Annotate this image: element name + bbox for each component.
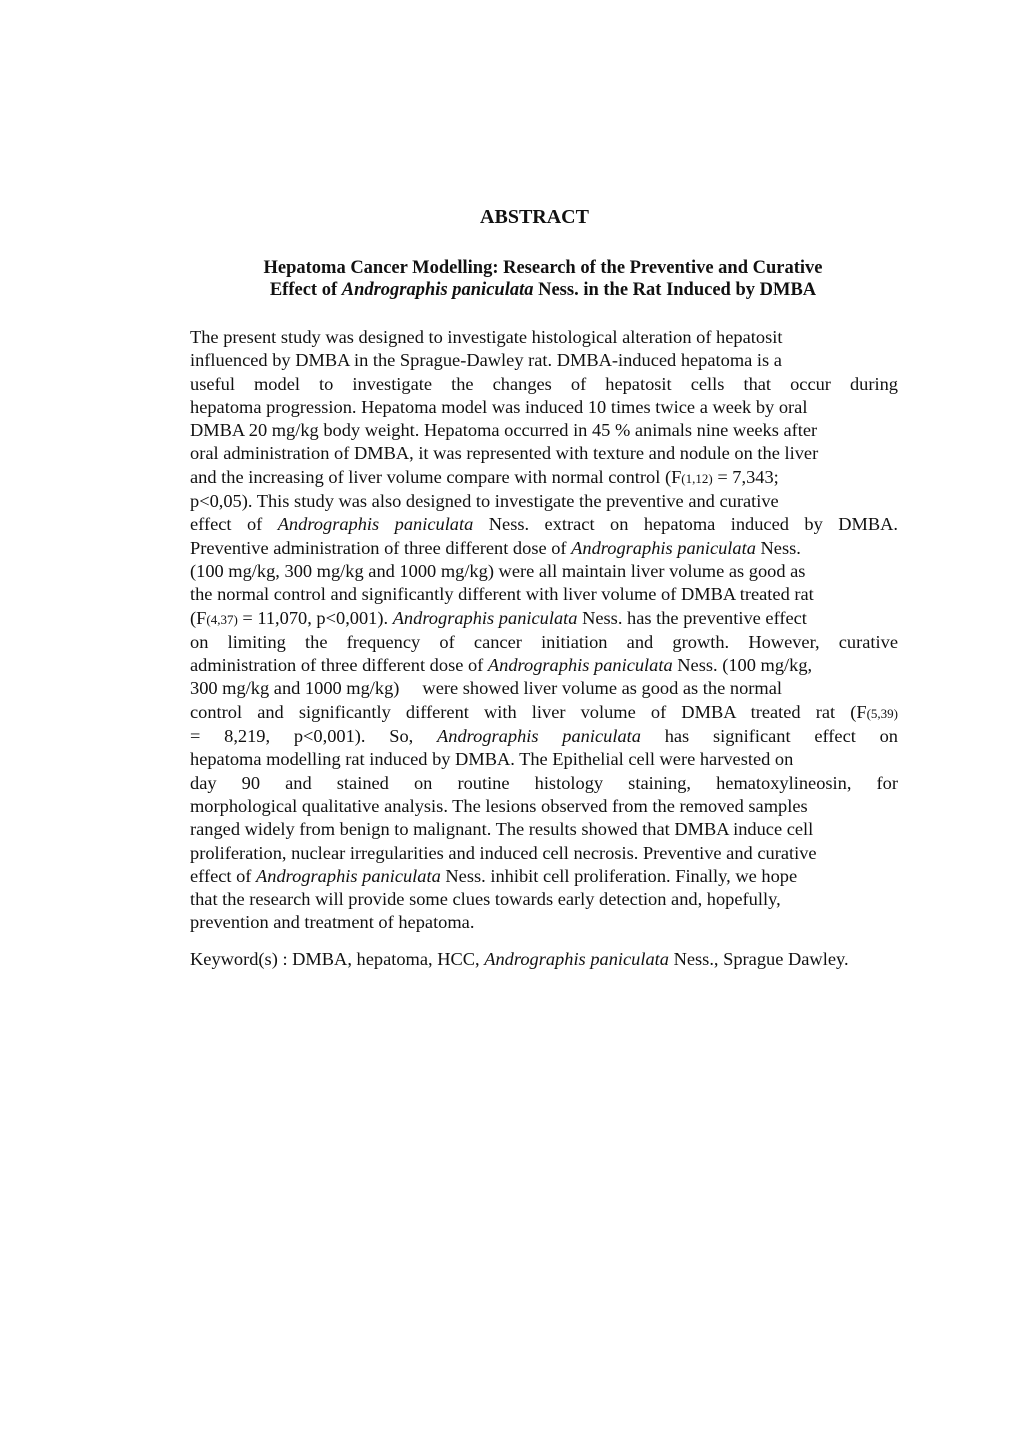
keywords-suffix: Ness., Sprague Dawley.	[668, 949, 849, 969]
species-name: Andrographis paniculata	[256, 865, 441, 886]
text-run: Ness. inhibit cell proliferation. Finally, we hope	[440, 865, 798, 886]
species-name: Andrographis paniculata	[571, 537, 756, 558]
text-run: = 8,219, p<0,001). So,	[190, 726, 438, 747]
abstract-line: hepatoma progression. Hepatoma model was induced 10 times twice a week by oral	[190, 396, 808, 417]
statistic-subscript: (1,12)	[681, 470, 713, 486]
abstract-heading: ABSTRACT	[480, 206, 589, 228]
abstract-line: oral administration of DMBA, it was represented with texture and nodule on the liver	[190, 443, 819, 464]
abstract-body	[190, 326, 898, 935]
text-run: administration of three different dose of	[190, 655, 488, 676]
abstract-line: (100 mg/kg, 300 mg/kg and 1000 mg/kg) were all maintain liver volume as good as	[190, 560, 806, 581]
species-name: Andrographis paniculata	[484, 949, 669, 969]
abstract-line: hepatoma modelling rat induced by DMBA. The Epithelial cell were harvested on	[190, 749, 794, 770]
abstract-line	[190, 466, 898, 490]
text-run: Preventive administration of three different dose of	[190, 537, 572, 558]
title-line-1: Hepatoma Cancer Modelling: Research of the Preventive and Curative	[263, 258, 823, 278]
text-run: effect of	[190, 865, 257, 886]
abstract-line: day 90 and stained on routine histology staining, hematoxylineosin, for	[190, 772, 898, 793]
abstract-line: influenced by DMBA in the Sprague-Dawley rat. DMBA-induced hepatoma is a	[190, 350, 782, 371]
text-run: = 11,070, p<0,001).	[237, 607, 393, 628]
abstract-line: ranged widely from benign to malignant. The results showed that DMBA induce cell	[190, 819, 814, 840]
keywords-prefix: Keyword(s) : DMBA, hepatoma, HCC,	[190, 949, 485, 969]
abstract-line: DMBA 20 mg/kg body weight. Hepatoma occurred in 45 % animals nine weeks after	[190, 420, 818, 441]
abstract-line	[190, 513, 898, 536]
abstract-line	[190, 654, 898, 677]
text-run: (F	[190, 607, 207, 628]
abstract-line: morphological qualitative analysis. The lesions observed from the removed samples	[190, 795, 808, 816]
paper-title	[190, 257, 896, 301]
abstract-line	[190, 865, 898, 888]
text-run: Ness. (100 mg/kg,	[672, 655, 813, 676]
abstract-line: p<0,05). This study was also designed to investigate the preventive and curative	[190, 491, 779, 512]
text-run: control and significantly different with liver volume of DMBA treated rat (F	[190, 701, 867, 722]
abstract-line	[190, 537, 898, 560]
abstract-line: proliferation, nuclear irregularities and induced cell necrosis. Preventive and curative	[190, 842, 817, 863]
abstract-line: prevention and treatment of hepatoma.	[190, 912, 475, 933]
text-run: Ness. extract on hepatoma induced by DMBA.	[473, 514, 898, 535]
title-species-name: Andrographis paniculata	[341, 280, 534, 300]
species-name: Andrographis paniculata	[437, 726, 641, 747]
title-line-2-suffix: Ness. in the Rat Induced by DMBA	[533, 280, 817, 300]
abstract-line: 300 mg/kg and 1000 mg/kg) were showed liver volume as good as the normal	[190, 678, 782, 699]
text-run: = 7,343;	[712, 466, 779, 487]
abstract-line: that the research will provide some clues towards early detection and, hopefully,	[190, 889, 781, 910]
text-run: effect of	[190, 514, 278, 535]
abstract-line	[190, 607, 898, 631]
text-run: has significant effect on	[640, 726, 898, 747]
abstract-line	[190, 725, 898, 748]
abstract-line: the normal control and significantly different with liver volume of DMBA treated rat	[190, 584, 814, 605]
abstract-line: useful model to investigate the changes of hepatosit cells that occur during	[190, 373, 898, 394]
text-run: and the increasing of liver volume compare with normal control (F	[190, 466, 682, 487]
abstract-line	[190, 701, 898, 725]
statistic-subscript: (5,39)	[866, 705, 898, 721]
keywords-line	[190, 948, 930, 971]
statistic-subscript: (4,37)	[206, 611, 238, 627]
title-line-2-prefix: Effect of	[269, 280, 342, 300]
text-run: Ness. has the preventive effect	[577, 607, 807, 628]
abstract-line: on limiting the frequency of cancer initiation and growth. However, curative	[190, 631, 898, 652]
species-name: Andrographis paniculata	[277, 514, 474, 535]
text-run: Ness.	[755, 537, 801, 558]
abstract-line: The present study was designed to investigate histological alteration of hepatosit	[190, 327, 783, 347]
species-name: Andrographis paniculata	[392, 607, 578, 628]
species-name: Andrographis paniculata	[487, 655, 673, 676]
